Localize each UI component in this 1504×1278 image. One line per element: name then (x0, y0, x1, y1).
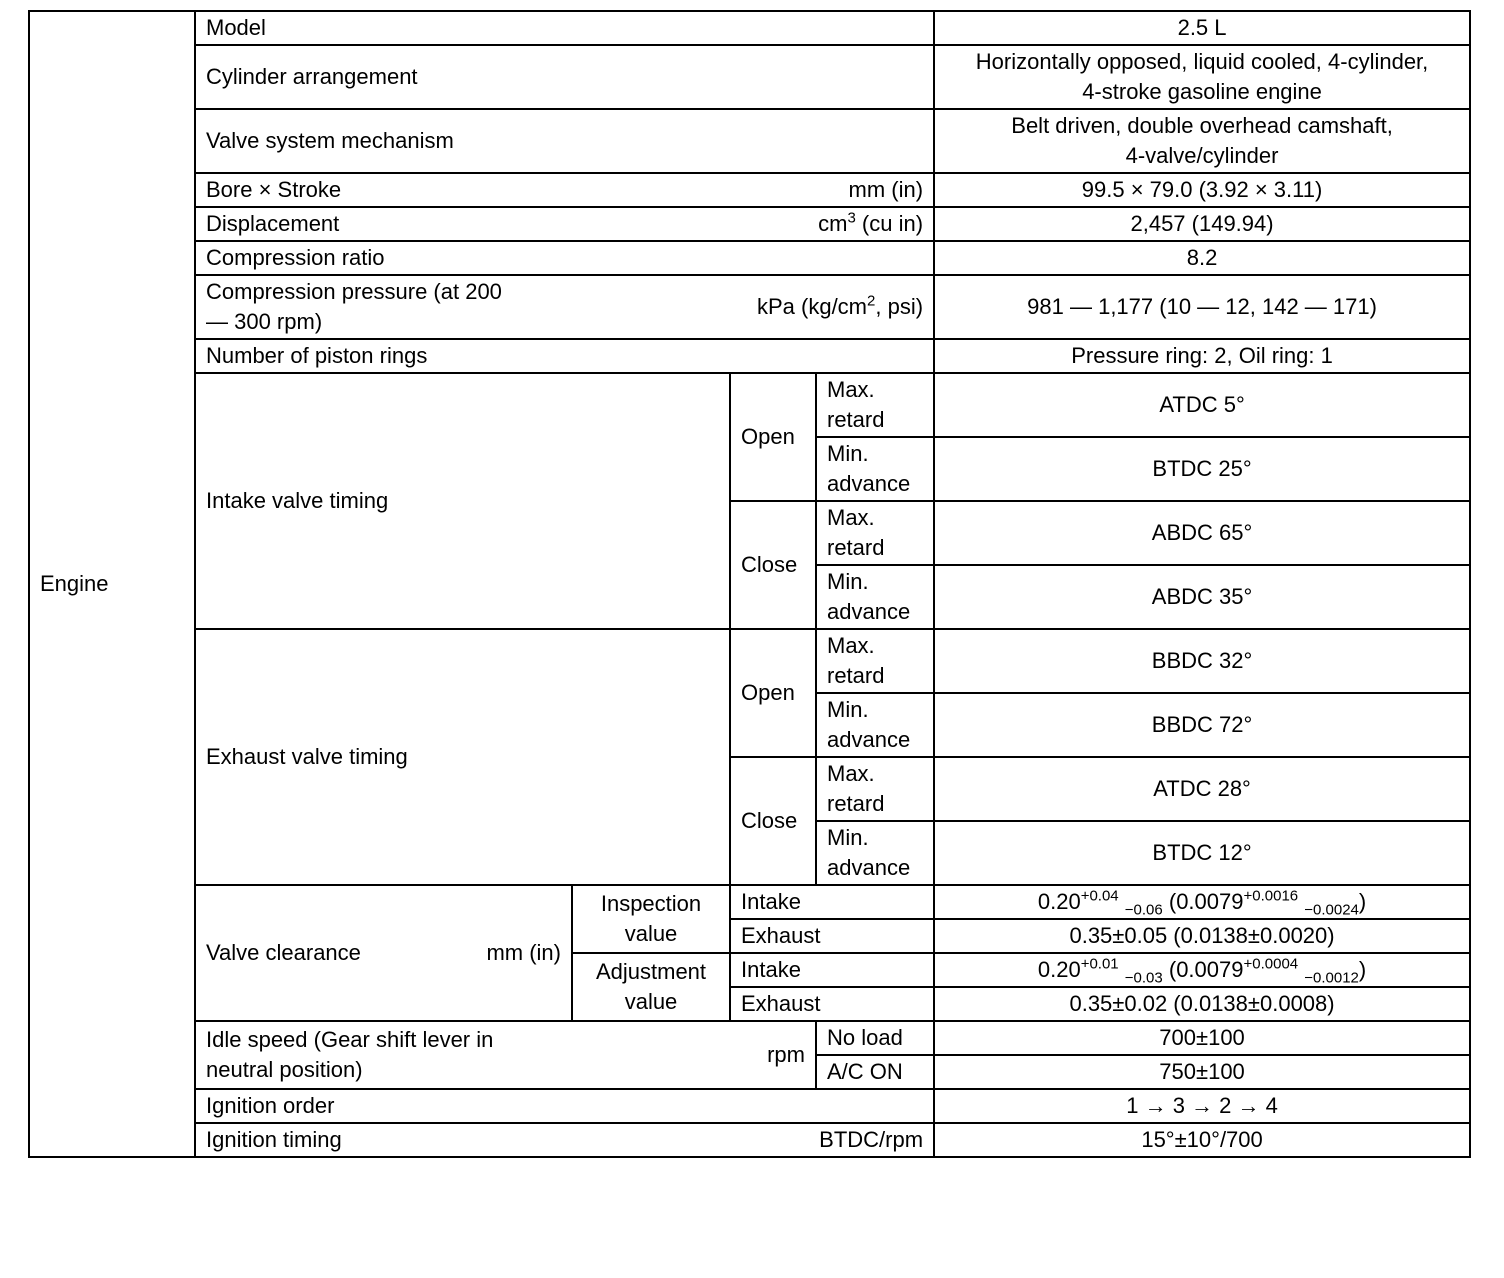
exhaust-open-max-value: BBDC 32° (934, 629, 1470, 693)
intake-close-min-value: ABDC 35° (934, 565, 1470, 629)
model-value: 2.5 L (934, 11, 1470, 45)
intake-timing-label: Intake valve timing (195, 373, 730, 629)
exhaust-close-max-value: ATDC 28° (934, 757, 1470, 821)
engine-spec-table (28, 10, 1471, 1158)
insp-exhaust-label: Exhaust (730, 919, 934, 953)
ac-on-value: 750±100 (934, 1055, 1470, 1089)
ignition-timing-cell (195, 1123, 934, 1157)
ignition-timing-value: 15°±10°/700 (934, 1123, 1470, 1157)
compression-pressure-cell (195, 275, 934, 339)
adjustment-value-label: Adjustment value (572, 953, 730, 1021)
adj-intake-value: $0.20^{+0.01}$ $_{-0.03}$ ($0.0079^{+0.0004}$ $_{-0.0012}$) (934, 953, 1470, 987)
ac-on-label: A/C ON (816, 1055, 934, 1089)
compression-pressure-value: 981 — 1,177 (10 — 12, 142 — 171) (934, 275, 1470, 339)
exhaust-open-max-label: Max. retard (816, 629, 934, 693)
adj-exhaust-label: Exhaust (730, 987, 934, 1021)
compression-pressure-label: Compression pressure (at 200 — 300 rpm) (206, 279, 502, 334)
idle-speed-cell (195, 1021, 816, 1089)
intake-open-label: Open (730, 373, 816, 501)
exhaust-close-label: Close (730, 757, 816, 885)
exhaust-close-min-value: BTDC 12° (934, 821, 1470, 885)
ignition-order-value: 1 → 3 → 2 → 4 (934, 1089, 1470, 1123)
intake-close-max-value: ABDC 65° (934, 501, 1470, 565)
insp-exhaust-value: 0.35±0.05 (0.0138±0.0020) (934, 919, 1470, 953)
intake-open-max-value: ATDC 5° (934, 373, 1470, 437)
bore-stroke-value: 99.5 × 79.0 (3.92 × 3.11) (934, 173, 1470, 207)
valve-clearance-unit: mm (in) (486, 940, 561, 965)
no-load-label: No load (816, 1021, 934, 1055)
section-engine: Engine (29, 11, 195, 1157)
adj-intake-label: Intake (730, 953, 934, 987)
exhaust-close-max-label: Max. retard (816, 757, 934, 821)
ignition-order-label: Ignition order (195, 1089, 934, 1123)
insp-intake-value: $0.20^{+0.04}$ $_{-0.06}$ ($0.0079^{+0.0016}$ $_{-0.0024}$) (934, 885, 1470, 919)
compression-ratio-label: Compression ratio (195, 241, 934, 275)
displacement-unit: $cm^3$ (cu in) (818, 209, 924, 236)
intake-open-min-label: Min. advance (816, 437, 934, 501)
bore-stroke-cell (195, 173, 934, 207)
model-label: Model (195, 11, 934, 45)
cylinder-value: Horizontally opposed, liquid cooled, 4-cylinder, 4-stroke gasoline engine (934, 45, 1470, 109)
bore-stroke-label: Bore × Stroke (206, 177, 342, 202)
ignition-timing-label: Ignition timing (206, 1127, 342, 1152)
adj-exhaust-value: 0.35±0.02 (0.0138±0.0008) (934, 987, 1470, 1021)
exhaust-timing-label: Exhaust valve timing (195, 629, 730, 885)
displacement-label: Displacement (206, 211, 340, 236)
intake-close-min-label: Min. advance (816, 565, 934, 629)
piston-rings-label: Number of piston rings (195, 339, 934, 373)
insp-intake-label: Intake (730, 885, 934, 919)
ignition-timing-unit: BTDC/rpm (819, 1127, 924, 1152)
inspection-value-label: Inspection value (572, 885, 730, 953)
displacement-value: 2,457 (149.94) (934, 207, 1470, 241)
intake-open-min-value: BTDC 25° (934, 437, 1470, 501)
valve-clearance-cell (195, 885, 572, 1021)
intake-open-max-label: Max. retard (816, 373, 934, 437)
exhaust-open-label: Open (730, 629, 816, 757)
idle-speed-label: Idle speed (Gear shift lever in neutral position) (206, 1027, 494, 1082)
displacement-cell (195, 207, 934, 241)
no-load-value: 700±100 (934, 1021, 1470, 1055)
compression-pressure-unit: kPa ($kg/cm^2$, psi) (756, 292, 924, 319)
intake-close-label: Close (730, 501, 816, 629)
intake-close-max-label: Max. retard (816, 501, 934, 565)
exhaust-open-min-label: Min. advance (816, 693, 934, 757)
exhaust-open-min-value: BBDC 72° (934, 693, 1470, 757)
piston-rings-value: Pressure ring: 2, Oil ring: 1 (934, 339, 1470, 373)
cylinder-label: Cylinder arrangement (195, 45, 934, 109)
valve-system-label: Valve system mechanism (195, 109, 934, 173)
valve-system-value: Belt driven, double overhead camshaft, 4-valve/cylinder (934, 109, 1470, 173)
exhaust-close-min-label: Min. advance (816, 821, 934, 885)
bore-stroke-unit: mm (in) (848, 177, 924, 202)
idle-speed-unit: rpm (767, 1042, 805, 1067)
valve-clearance-label: Valve clearance (206, 940, 361, 965)
compression-ratio-value: 8.2 (934, 241, 1470, 275)
